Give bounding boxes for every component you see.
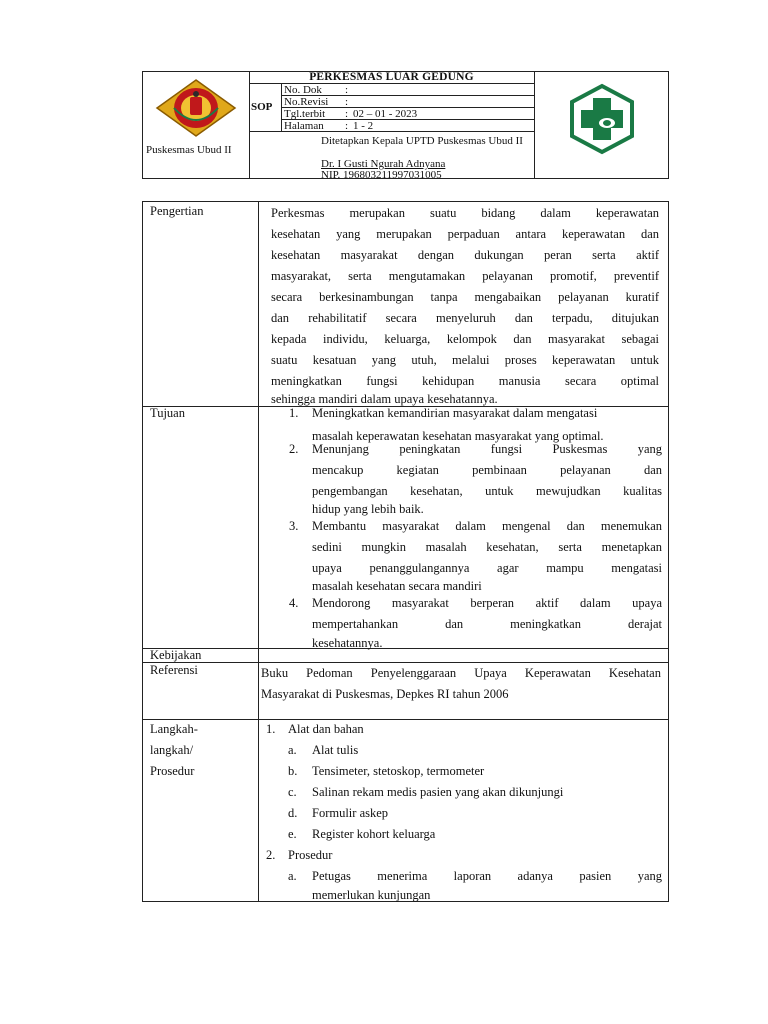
regency-logo [143,72,249,152]
separator: : [345,96,349,108]
approval-text: Ditetapkan Kepala UPTD Puskesmas Ubud II [321,135,523,147]
text-line: secara berkesinambungan tanpa mengabaikan pelayanan kuratif [271,290,659,304]
tujuan-item [312,516,662,594]
text-line: upaya penanggulangannya agar mampu mengatasi [312,561,662,575]
text-line: masyarakat, serta mengutamakan pelayanan promotif, preventif [271,269,659,283]
text-line: Perkesmas merupakan suatu bidang dalam keperawatan [271,206,659,220]
org-name: Puskesmas Ubud II [146,144,232,156]
revision-label: No.Revisi [284,96,329,108]
label-pengertian: Pengertian [150,204,204,218]
sop-label: SOP [251,101,273,113]
separator: : [345,108,349,120]
text-line: masalah kesehatan secara mandiri [312,579,482,593]
page-title: PERKESMAS LUAR GEDUNG [309,71,474,83]
list-number: 1. [289,406,299,420]
text-line: Petugas menerima laporan adanya pasien yang [312,869,662,883]
list-letter: c. [288,785,297,799]
puskesmas-cross-icon [535,72,669,178]
page-label: Halaman [284,120,324,132]
tujuan-item [312,439,662,517]
text-line: Prosedur [150,764,195,778]
text-line: kesehatan masyarakat dengan dukungan peran serta aktif [271,248,659,262]
text-line: Mendorong masyarakat berperan aktif dalam upaya [312,596,662,610]
text-line: meningkatkan fungsi kehidupan manusia secara optimal [271,374,659,388]
text-line: hidup yang lebih baik. [312,502,424,516]
separator: : [345,84,349,96]
text-line: masalah keperawatan kesehatan masyarakat yang optimal. [312,429,604,443]
list-item: Tensimeter, stetoskop, termometer [312,764,485,778]
text-line: mencakup kegiatan pembinaan pelayanan dan [312,463,662,477]
text-line: Buku Pedoman Penyelenggaraan Upaya Keperawatan Kesehatan [261,666,661,680]
signer-nip: NIP. 196803211997031005 [321,169,442,181]
text-line: suatu kesatuan yang utuh, melalui proses keperawatan untuk [271,353,659,367]
column-divider [258,202,259,901]
text-line: Langkah- [150,722,198,736]
list-item: Alat tulis [312,743,359,757]
subsection-title: Alat dan bahan [288,722,364,736]
text-line: Menunjang peningkatan fungsi Puskesmas yang [312,442,662,456]
label-tujuan: Tujuan [150,406,185,420]
issue-date-value: 02 – 01 - 2023 [353,108,418,120]
list-letter: b. [288,764,298,778]
subsection-title: Prosedur [288,848,333,862]
label-prosedur [150,719,198,782]
text-line: sedini mungkin masalah kesehatan, serta menetapkan [312,540,662,554]
signer-name: Dr. I Gusti Ngurah Adnyana [321,158,446,170]
text-line: Masyarakat di Puskesmas, Depkes RI tahun 2006 [261,687,509,701]
list-letter: a. [288,869,297,883]
regency-crest-icon [143,72,249,142]
issue-date-label: Tgl.terbit [284,108,326,120]
divider [249,72,250,178]
referensi-text [261,663,661,705]
text-line: kepada individu, keluarga, kelompok dan masyarakat sebagai [271,332,659,346]
list-number: 1. [266,722,276,736]
list-letter: a. [288,743,297,757]
list-item [312,866,662,904]
label-kebijakan: Kebijakan [150,648,202,662]
label-referensi: Referensi [150,663,198,677]
text-line: Membantu masyarakat dalam mengenal dan menemukan [312,519,662,533]
list-item: Register kohort keluarga [312,827,436,841]
text-line: kesehatannya. [312,636,383,650]
text-line: Meningkatkan kemandirian masyarakat dalam mengatasi [312,406,598,420]
text-line: pengembangan kesehatan, untuk mewujudkan kualitas [312,484,662,498]
list-number: 3. [289,519,299,533]
pengertian-text [271,203,659,407]
list-number: 4. [289,596,299,610]
text-line: sehingga mandiri dalam upaya kesehatannya. [271,392,498,406]
list-number: 2. [289,442,299,456]
doc-number-label: No. Dok [284,84,322,96]
list-item: Salinan rekam medis pasien yang akan dikunjungi [312,785,564,799]
list-number: 2. [266,848,276,862]
page-value: 1 - 2 [353,120,374,132]
puskesmas-logo [535,72,669,178]
list-letter: d. [288,806,298,820]
text-line: kesehatan yang merupakan perpaduan antara keperawatan dan [271,227,659,241]
text-line: langkah/ [150,743,194,757]
tujuan-item [312,593,662,652]
sop-content-table [142,201,669,902]
text-line: dan rehabilitatif secara menyeluruh dan terpadu, ditujukan [271,311,659,325]
separator: : [345,120,349,132]
list-item: Formulir askep [312,806,389,820]
list-letter: e. [288,827,297,841]
text-line: mempertahankan dan meningkatkan derajat [312,617,662,631]
text-line: memerlukan kunjungan [312,888,431,902]
sop-header [142,71,669,179]
